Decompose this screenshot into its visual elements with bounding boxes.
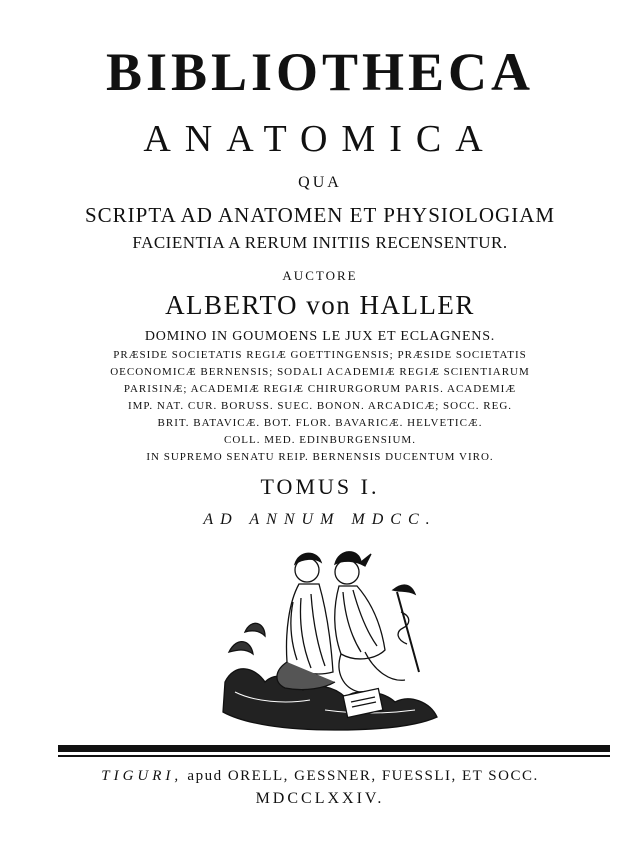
- credential-line: BRIT. BATAVICÆ. BOT. FLOR. BAVARICÆ. HELVETICÆ.: [157, 417, 483, 429]
- author-name: ALBERTO von HALLER: [165, 290, 475, 320]
- credential-line: OECONOMICÆ BERNENSIS; SODALI ACADEMIÆ REGIÆ SCIENTIARUM: [110, 366, 530, 378]
- description-line-1: SCRIPTA AD ANATOMEN ET PHYSIOLOGIAM: [84, 203, 556, 227]
- credential-line: IN SUPREMO SENATU REIP. BERNENSIS DUCENTUM VIRO.: [146, 451, 494, 463]
- imprint-publishers: apud ORELL, GESSNER, FUESSLI, ET SOCC.: [187, 768, 539, 784]
- book-title: BIBLIOTHECA: [105, 42, 535, 102]
- book-subtitle: ANATOMICA: [143, 118, 497, 160]
- imprint-line: [0, 768, 640, 785]
- credential-line: COLL. MED. EDINBURGENSIUM.: [224, 434, 416, 446]
- description-line-2: FACIENTIA A RERUM INITIIS RECENSENTUR.: [132, 233, 508, 252]
- credential-line: PRÆSIDE SOCIETATIS REGIÆ GOETTINGENSIS; PRÆSIDE SOCIETATIS: [113, 349, 527, 361]
- volume-number: TOMUS I.: [260, 474, 380, 499]
- author-domain: DOMINO IN GOUMOENS LE JUX ET ECLAGNENS.: [144, 329, 496, 344]
- publication-year: MDCCLXXIV.: [255, 790, 385, 807]
- credential-line: PARISINÆ; ACADEMIÆ REGIÆ CHIRURGORUM PARIS. ACADEMIÆ: [123, 383, 517, 395]
- auctore-label: AUCTORE: [282, 268, 358, 283]
- imprint-city: TIGURI,: [101, 768, 183, 784]
- coverage-years: AD ANNUM MDCC.: [203, 511, 437, 528]
- credential-line: IMP. NAT. CUR. BORUSS. SUEC. BONON. ARCADICÆ; SOCC. REG.: [127, 400, 513, 412]
- qua-word: QUA: [298, 174, 342, 191]
- divider-rule-thick: [58, 745, 610, 752]
- engraved-vignette: [215, 532, 445, 737]
- divider-rule-thin: [58, 755, 610, 757]
